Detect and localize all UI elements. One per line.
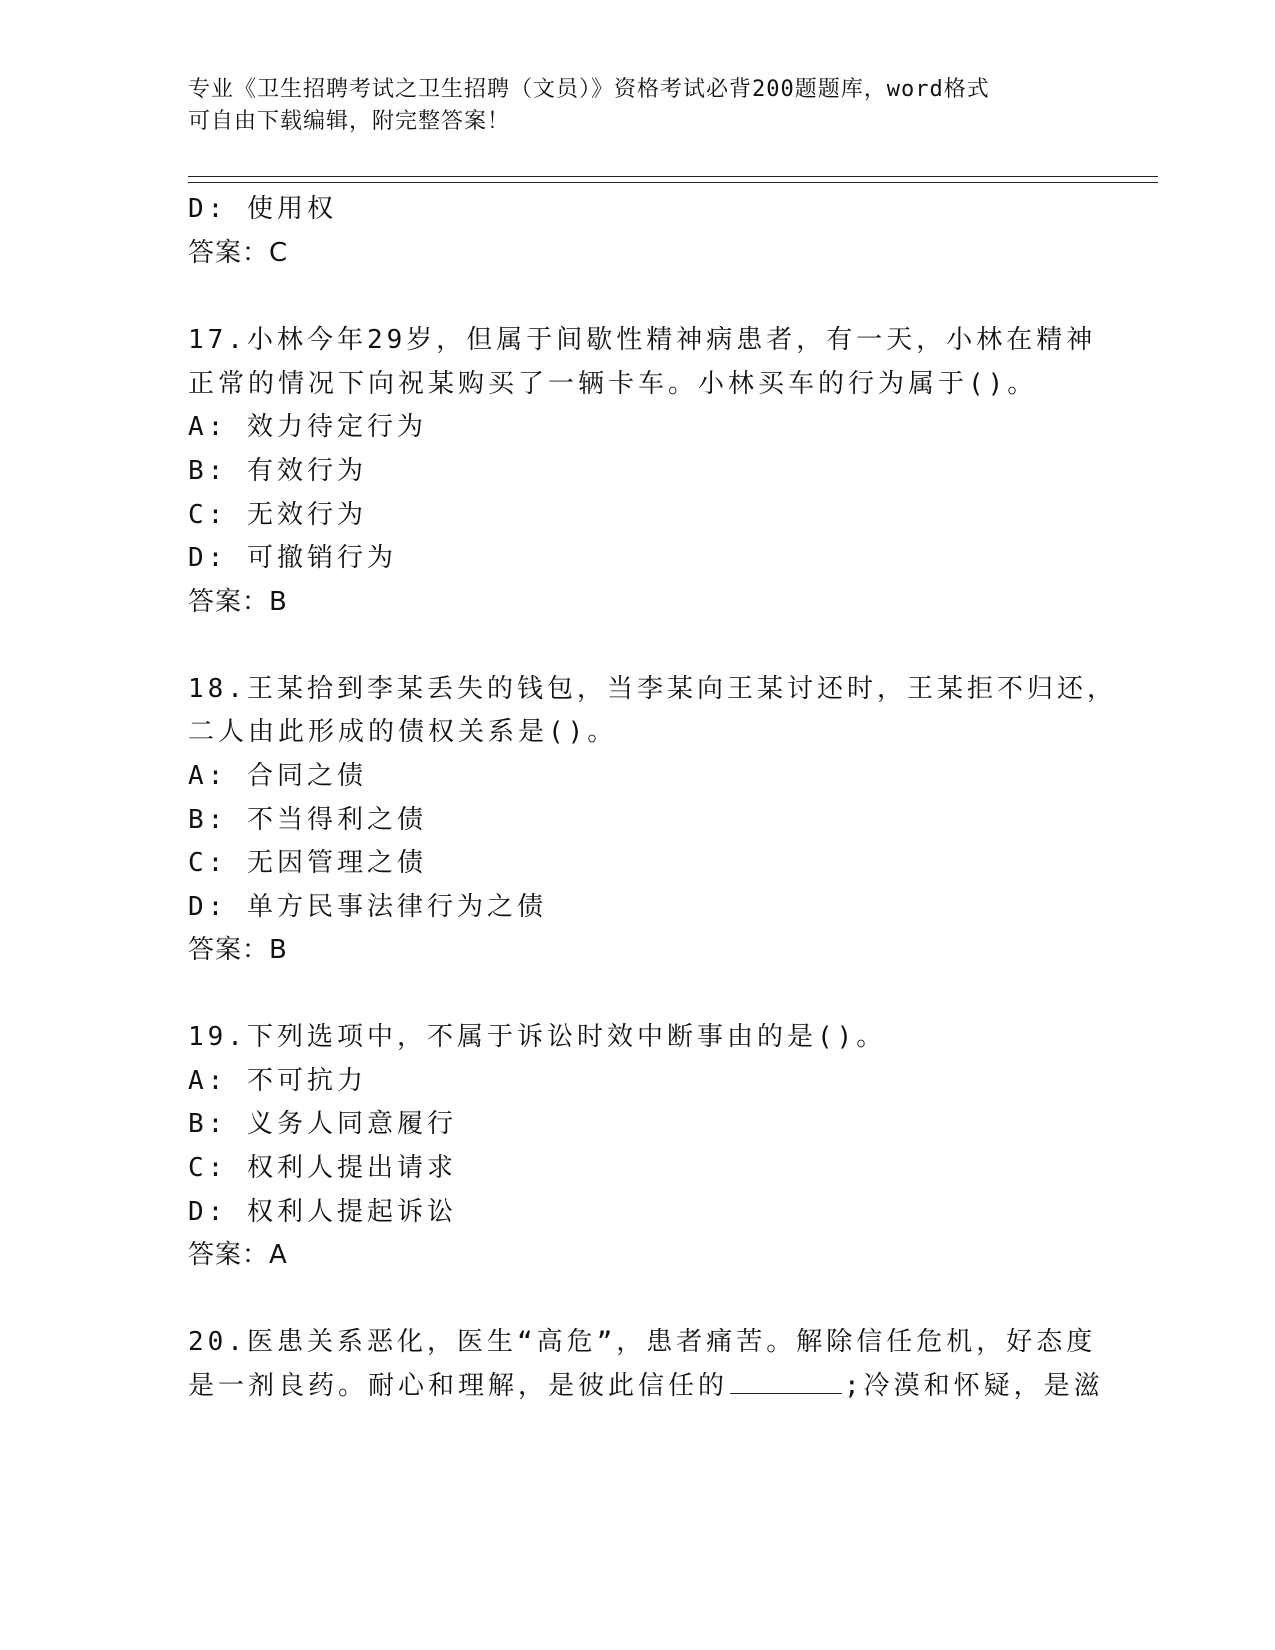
q18-option-b: B: 不当得利之债 bbox=[188, 805, 427, 835]
q18-option-a: A: 合同之债 bbox=[188, 761, 367, 791]
document-header bbox=[188, 74, 1088, 138]
q18-option-c: C: 无因管理之债 bbox=[188, 848, 427, 878]
q17-option-b: B: 有效行为 bbox=[188, 456, 367, 486]
q19-option-b: B: 义务人同意履行 bbox=[188, 1109, 457, 1139]
q17-answer: 答案：B bbox=[188, 587, 288, 617]
q19-option-c: C: 权利人提出请求 bbox=[188, 1153, 457, 1183]
q18-stem-line-2: 二人由此形成的债权关系是()。 bbox=[188, 717, 618, 747]
q17-stem-line-1: 17.小林今年29岁，但属于间歇性精神病患者，有一天，小林在精神 bbox=[188, 325, 1097, 355]
q20-stem-line-2-part-1: 是一剂良药。耐心和理解，是彼此信任的 bbox=[188, 1371, 729, 1401]
header-line-1: 专业《卫生招聘考试之卫生招聘（文员）》资格考试必背200题题库，word格式 bbox=[188, 77, 990, 102]
q17-option-c: C: 无效行为 bbox=[188, 500, 367, 530]
q20-stem-line-2-part-2: ;冷漠和怀疑，是滋 bbox=[844, 1371, 1104, 1401]
q20-stem-line-1: 20.医患关系恶化，医生“高危”，患者痛苦。解除信任危机，好态度 bbox=[188, 1327, 1097, 1357]
fill-in-blank bbox=[730, 1369, 842, 1394]
q19-option-a: A: 不可抗力 bbox=[188, 1066, 367, 1096]
q19-answer: 答案：A bbox=[188, 1240, 288, 1270]
header-rule-bottom bbox=[188, 182, 1158, 183]
q17-option-d: D: 可撤销行为 bbox=[188, 543, 397, 573]
q18-option-d: D: 单方民事法律行为之债 bbox=[188, 892, 547, 922]
prev-option-d: D: 使用权 bbox=[188, 194, 337, 224]
header-rule-top bbox=[188, 176, 1158, 177]
q17-stem-line-2: 正常的情况下向祝某购买了一辆卡车。小林买车的行为属于()。 bbox=[188, 369, 1038, 399]
prev-answer: 答案：C bbox=[188, 238, 289, 268]
q18-stem-line-1: 18.王某拾到李某丢失的钱包，当李某向王某讨还时，王某拒不归还， bbox=[188, 674, 1117, 704]
header-line-2: 可自由下载编辑，附完整答案！ bbox=[188, 109, 511, 134]
q19-stem-line-1: 19.下列选项中，不属于诉讼时效中断事由的是()。 bbox=[188, 1022, 887, 1052]
q20-stem-line-2 bbox=[188, 1369, 1104, 1403]
q19-option-d: D: 权利人提起诉讼 bbox=[188, 1197, 457, 1227]
q17-option-a: A: 效力待定行为 bbox=[188, 412, 427, 442]
q18-answer: 答案：B bbox=[188, 935, 288, 965]
